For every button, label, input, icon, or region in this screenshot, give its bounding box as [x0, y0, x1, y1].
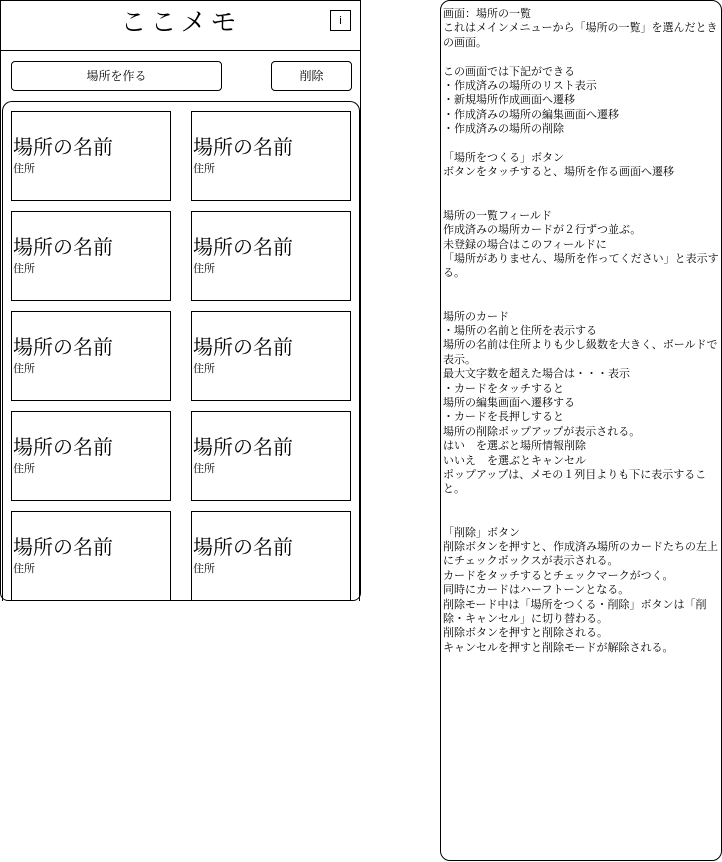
place-card[interactable]	[191, 411, 351, 501]
place-name: 場所の名前	[13, 135, 113, 159]
place-name: 場所の名前	[13, 335, 113, 359]
delete-button[interactable]: 削除	[271, 61, 352, 91]
place-card[interactable]	[191, 111, 351, 201]
place-address: 住所	[193, 562, 215, 575]
phone-screen-mockup	[0, 0, 361, 601]
place-name: 場所の名前	[13, 235, 113, 259]
place-address: 住所	[13, 562, 35, 575]
place-card[interactable]	[191, 311, 351, 401]
place-address: 住所	[193, 262, 215, 275]
place-card[interactable]	[11, 211, 171, 301]
place-list-field[interactable]	[2, 101, 360, 601]
place-name: 場所の名前	[193, 435, 293, 459]
place-address: 住所	[13, 462, 35, 475]
place-address: 住所	[13, 362, 35, 375]
spec-notes-text: 画面：場所の一覧 これはメインメニューから「場所の一覧」を選んだときの画面。 この画面では下記ができる ・作成済みの場所のリスト表示 ・新規場所作成画面へ遷移 ・作成済みの場所の編集画面へ遷移 ・作成済みの場所の削除 「場所をつくる」ボタン ボタンをタッチすると、場所を作る画面へ遷移 場所の一覧フィールド 作成済みの場所カードが２行ずつ並ぶ。 未登録の場合はこのフィールドに 「場所がありません、場所を作ってください」と表示する。 場所のカード ・場所の名前と住所を表示する 場所の名前は住所よりも少し級数を大きく、ボールドで表示。 最大文字数を超えた場合は・・・表示 ・カードをタッチすると 場所の編集画面へ遷移する ・カードを長押しすると 場所の削除ポップアップが表示される。 はい を選ぶと場所情報削除 いいえ を選ぶとキャンセル ポップアップは、メモの１列目よりも下に表示すること。 「削除」ボタン 削除ボタンを押すと、作成済み場所のカードたちの左上にチェックボックスが表示される。 カードをタッチするとチェックマークがつく。 同時にカードはハーフトーンとなる。 削除モード中は「場所をつくる・削除」ボタンは「削除・キャンセル」に切り替わる。 削除ボタンを押すと削除される。 キャンセルを押すと削除モードが解除される。	[443, 7, 719, 654]
place-card[interactable]	[11, 311, 171, 401]
place-address: 住所	[13, 262, 35, 275]
app-title: ここメモ	[120, 8, 241, 38]
place-card[interactable]	[11, 111, 171, 201]
place-name: 場所の名前	[193, 135, 293, 159]
place-card[interactable]	[11, 411, 171, 501]
place-name: 場所の名前	[193, 535, 293, 559]
app-header	[1, 1, 360, 51]
place-card[interactable]	[191, 211, 351, 301]
place-name: 場所の名前	[193, 335, 293, 359]
place-card[interactable]	[11, 511, 171, 601]
place-name: 場所の名前	[13, 535, 113, 559]
spec-notes-panel	[440, 0, 722, 861]
place-name: 場所の名前	[13, 435, 113, 459]
place-address: 住所	[193, 462, 215, 475]
place-address: 住所	[193, 162, 215, 175]
place-address: 住所	[13, 162, 35, 175]
place-address: 住所	[193, 362, 215, 375]
create-place-button[interactable]: 場所を作る	[11, 61, 222, 91]
info-button[interactable]: i	[330, 10, 351, 31]
place-card[interactable]	[191, 511, 351, 601]
place-name: 場所の名前	[193, 235, 293, 259]
